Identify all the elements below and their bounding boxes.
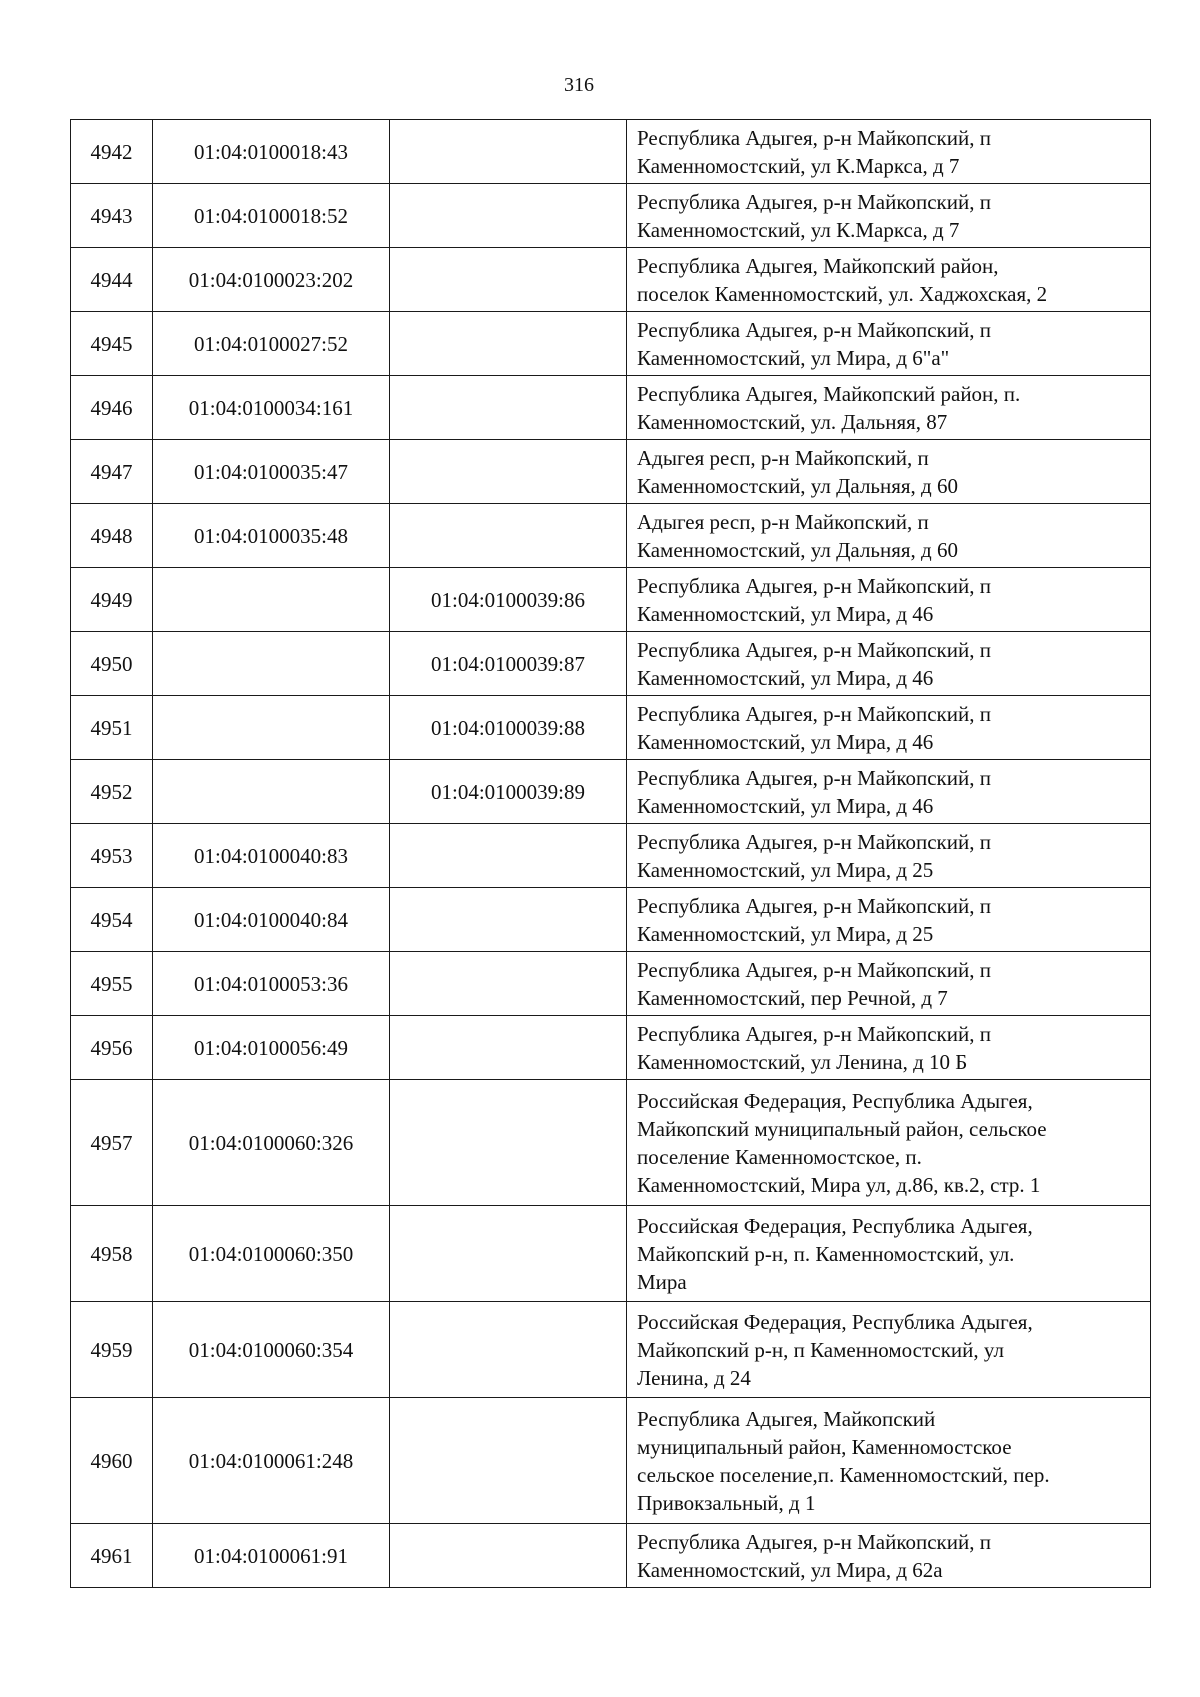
linked-cadastral-number-cell: 01:04:0100039:87: [390, 632, 627, 696]
table-row: [71, 376, 1151, 440]
address-cell: [627, 568, 1151, 632]
table-row: [71, 120, 1151, 184]
address-line: Привокзальный, д 1: [637, 1490, 816, 1515]
table-row: [71, 440, 1151, 504]
cadastral-number-cell: [153, 760, 390, 824]
address-line: Каменномостский, ул Ленина, д 10 Б: [637, 1049, 968, 1074]
address-line: Каменномостский, ул Мира, д 62а: [637, 1557, 943, 1582]
table-row: [71, 1016, 1151, 1080]
address-line: Республика Адыгея, р-н Майкопский, п: [637, 189, 991, 214]
address-line: Республика Адыгея, Майкопский район, п.: [637, 381, 1021, 406]
row-number-cell: 4947: [71, 440, 153, 504]
address-cell: [627, 184, 1151, 248]
registry-table: [70, 119, 1151, 1588]
linked-cadastral-number-cell: [390, 120, 627, 184]
address-cell: [627, 696, 1151, 760]
row-number-cell: 4953: [71, 824, 153, 888]
address-line: Республика Адыгея, р-н Майкопский, п: [637, 317, 991, 342]
address-line: Каменномостский, ул. Дальняя, 87: [637, 409, 948, 434]
row-number-cell: 4959: [71, 1302, 153, 1398]
linked-cadastral-number-cell: [390, 1302, 627, 1398]
address-cell: [627, 312, 1151, 376]
table-row: [71, 248, 1151, 312]
address-line: сельское поселение,п. Каменномостский, пер.: [637, 1462, 1050, 1487]
cadastral-number-cell: 01:04:0100040:83: [153, 824, 390, 888]
address-line: Республика Адыгея, р-н Майкопский, п: [637, 573, 991, 598]
address-line: Каменномостский, ул Мира, д 25: [637, 857, 934, 882]
table-row: [71, 1206, 1151, 1302]
cadastral-number-cell: [153, 696, 390, 760]
table-row: [71, 1302, 1151, 1398]
address-line: Каменномостский, ул Мира, д 46: [637, 729, 934, 754]
address-line: поселок Каменномостский, ул. Хаджохская, 2: [637, 281, 1048, 306]
cadastral-number-cell: 01:04:0100027:52: [153, 312, 390, 376]
cadastral-number-cell: 01:04:0100061:248: [153, 1398, 390, 1524]
row-number-cell: 4945: [71, 312, 153, 376]
table-row: [71, 1398, 1151, 1524]
address-line: муниципальный район, Каменномостское: [637, 1434, 1012, 1459]
address-cell: [627, 1080, 1151, 1206]
address-line: Республика Адыгея, Майкопский: [637, 1406, 936, 1431]
table-row: [71, 696, 1151, 760]
address-line: Российская Федерация, Республика Адыгея,: [637, 1213, 1033, 1238]
address-line: Каменномостский, ул Мира, д 46: [637, 665, 934, 690]
address-line: Каменномостский, Мира ул, д.86, кв.2, стр. 1: [637, 1172, 1041, 1197]
table-row: [71, 760, 1151, 824]
address-cell: [627, 760, 1151, 824]
address-line: Республика Адыгея, р-н Майкопский, п: [637, 125, 991, 150]
address-cell: [627, 440, 1151, 504]
address-line: Адыгея респ, р-н Майкопский, п: [637, 445, 929, 470]
address-line: Каменномостский, пер Речной, д 7: [637, 985, 948, 1010]
cadastral-number-cell: 01:04:0100060:326: [153, 1080, 390, 1206]
linked-cadastral-number-cell: 01:04:0100039:86: [390, 568, 627, 632]
cadastral-number-cell: 01:04:0100034:161: [153, 376, 390, 440]
address-line: поселение Каменномостское, п.: [637, 1144, 922, 1169]
table-row: [71, 184, 1151, 248]
table-row: [71, 632, 1151, 696]
table-row: [71, 504, 1151, 568]
address-line: Каменномостский, ул К.Маркса, д 7: [637, 153, 960, 178]
registry-body: [71, 120, 1151, 1588]
linked-cadastral-number-cell: [390, 1080, 627, 1206]
linked-cadastral-number-cell: [390, 1398, 627, 1524]
row-number-cell: 4956: [71, 1016, 153, 1080]
linked-cadastral-number-cell: [390, 952, 627, 1016]
row-number-cell: 4954: [71, 888, 153, 952]
cadastral-number-cell: 01:04:0100023:202: [153, 248, 390, 312]
linked-cadastral-number-cell: [390, 1016, 627, 1080]
address-line: Республика Адыгея, р-н Майкопский, п: [637, 1529, 991, 1554]
address-cell: [627, 1016, 1151, 1080]
linked-cadastral-number-cell: [390, 440, 627, 504]
address-line: Республика Адыгея, р-н Майкопский, п: [637, 637, 991, 662]
table-row: [71, 1524, 1151, 1588]
address-line: Республика Адыгея, р-н Майкопский, п: [637, 829, 991, 854]
table-row: [71, 568, 1151, 632]
cadastral-number-cell: 01:04:0100060:350: [153, 1206, 390, 1302]
row-number-cell: 4946: [71, 376, 153, 440]
address-line: Республика Адыгея, р-н Майкопский, п: [637, 893, 991, 918]
row-number-cell: 4957: [71, 1080, 153, 1206]
cadastral-number-cell: 01:04:0100040:84: [153, 888, 390, 952]
cadastral-number-cell: 01:04:0100056:49: [153, 1016, 390, 1080]
cadastral-number-cell: 01:04:0100061:91: [153, 1524, 390, 1588]
address-line: Каменномостский, ул К.Маркса, д 7: [637, 217, 960, 242]
address-line: Каменномостский, ул Мира, д 46: [637, 793, 934, 818]
linked-cadastral-number-cell: [390, 504, 627, 568]
address-cell: [627, 632, 1151, 696]
address-line: Республика Адыгея, Майкопский район,: [637, 253, 999, 278]
table-row: [71, 824, 1151, 888]
address-line: Российская Федерация, Республика Адыгея,: [637, 1309, 1033, 1334]
cadastral-number-cell: 01:04:0100018:43: [153, 120, 390, 184]
address-cell: [627, 1206, 1151, 1302]
row-number-cell: 4950: [71, 632, 153, 696]
table-row: [71, 952, 1151, 1016]
linked-cadastral-number-cell: [390, 1524, 627, 1588]
address-cell: [627, 1302, 1151, 1398]
address-cell: [627, 952, 1151, 1016]
address-line: Республика Адыгея, р-н Майкопский, п: [637, 701, 991, 726]
row-number-cell: 4948: [71, 504, 153, 568]
address-line: Республика Адыгея, р-н Майкопский, п: [637, 1021, 991, 1046]
address-cell: [627, 376, 1151, 440]
row-number-cell: 4949: [71, 568, 153, 632]
row-number-cell: 4955: [71, 952, 153, 1016]
cadastral-number-cell: 01:04:0100035:48: [153, 504, 390, 568]
address-line: Майкопский р-н, п Каменномостский, ул: [637, 1337, 1004, 1362]
cadastral-number-cell: 01:04:0100060:354: [153, 1302, 390, 1398]
address-line: Каменномостский, ул Мира, д 25: [637, 921, 934, 946]
address-line: Каменномостский, ул Дальняя, д 60: [637, 473, 958, 498]
linked-cadastral-number-cell: [390, 184, 627, 248]
linked-cadastral-number-cell: 01:04:0100039:89: [390, 760, 627, 824]
address-cell: [627, 1524, 1151, 1588]
address-cell: [627, 248, 1151, 312]
linked-cadastral-number-cell: [390, 1206, 627, 1302]
address-cell: [627, 1398, 1151, 1524]
address-line: Майкопский муниципальный район, сельское: [637, 1116, 1047, 1141]
address-line: Каменномостский, ул Мира, д 6"а": [637, 345, 950, 370]
page-number: 316: [564, 74, 594, 96]
cadastral-number-cell: 01:04:0100053:36: [153, 952, 390, 1016]
table-row: [71, 888, 1151, 952]
address-line: Ленина, д 24: [637, 1365, 751, 1390]
linked-cadastral-number-cell: [390, 312, 627, 376]
row-number-cell: 4942: [71, 120, 153, 184]
address-line: Адыгея респ, р-н Майкопский, п: [637, 509, 929, 534]
address-line: Республика Адыгея, р-н Майкопский, п: [637, 957, 991, 982]
row-number-cell: 4958: [71, 1206, 153, 1302]
row-number-cell: 4961: [71, 1524, 153, 1588]
linked-cadastral-number-cell: [390, 376, 627, 440]
address-line: Каменномостский, ул Мира, д 46: [637, 601, 934, 626]
address-line: Мира: [637, 1269, 687, 1294]
linked-cadastral-number-cell: 01:04:0100039:88: [390, 696, 627, 760]
row-number-cell: 4943: [71, 184, 153, 248]
address-line: Республика Адыгея, р-н Майкопский, п: [637, 765, 991, 790]
address-cell: [627, 824, 1151, 888]
linked-cadastral-number-cell: [390, 248, 627, 312]
row-number-cell: 4944: [71, 248, 153, 312]
address-line: Каменномостский, ул Дальняя, д 60: [637, 537, 958, 562]
table-row: [71, 1080, 1151, 1206]
linked-cadastral-number-cell: [390, 824, 627, 888]
row-number-cell: 4951: [71, 696, 153, 760]
cadastral-number-cell: [153, 568, 390, 632]
address-line: Российская Федерация, Республика Адыгея,: [637, 1088, 1033, 1113]
address-cell: [627, 888, 1151, 952]
cadastral-number-cell: [153, 632, 390, 696]
row-number-cell: 4960: [71, 1398, 153, 1524]
cadastral-number-cell: 01:04:0100018:52: [153, 184, 390, 248]
linked-cadastral-number-cell: [390, 888, 627, 952]
cadastral-number-cell: 01:04:0100035:47: [153, 440, 390, 504]
address-cell: [627, 504, 1151, 568]
address-line: Майкопский р-н, п. Каменномостский, ул.: [637, 1241, 1015, 1266]
address-cell: [627, 120, 1151, 184]
row-number-cell: 4952: [71, 760, 153, 824]
table-row: [71, 312, 1151, 376]
